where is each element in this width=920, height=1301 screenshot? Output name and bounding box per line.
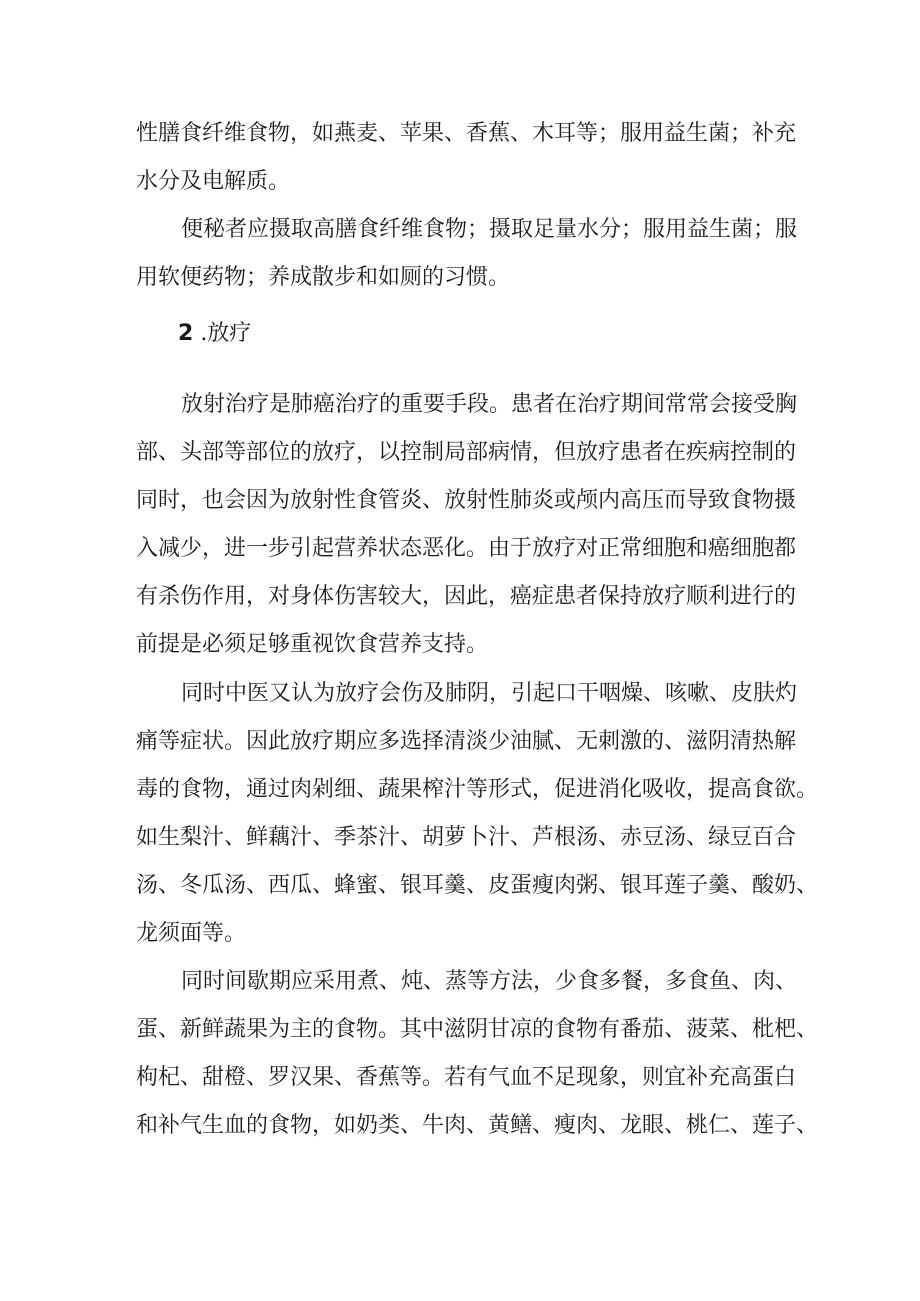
paragraph-3-line-3: 同时，也会因为放射性食管炎、放射性肺炎或颅内高压而导致食物摄 [136, 488, 797, 513]
paragraph-3-line-1: 放射治疗是肺癌治疗的重要手段。患者在治疗期间常常会接受胸 [181, 392, 798, 417]
section-heading [178, 319, 251, 349]
section-title: .放疗 [200, 321, 252, 346]
paragraph-2-line-1: 便秘者应摄取高膳食纤维食物；摄取足量水分；服用益生菌；服 [181, 217, 798, 242]
paragraph-1-line-1: 性膳食纤维食物，如燕麦、苹果、香蕉、木耳等；服用益生菌；补充 [136, 121, 797, 146]
paragraph-5-line-3: 枸杞、甜橙、罗汉果、香蕉等。若有气血不足现象，则宜补充高蛋白 [136, 1065, 797, 1090]
paragraph-5-line-1: 同时间歇期应采用煮、炖、蒸等方法，少食多餐，多食鱼、肉、 [181, 969, 798, 994]
paragraph-5-line-4: 和补气生血的食物，如奶类、牛肉、黄鳝、瘦肉、龙眼、桃仁、莲子、 [136, 1113, 819, 1138]
paragraph-3-line-4: 入减少，进一步引起营养状态恶化。由于放疗对正常细胞和癌细胞都 [136, 536, 797, 561]
paragraph-4-line-1: 同时中医又认为放疗会伤及肺阴，引起口干咽燥、咳嗽、皮肤灼 [181, 681, 798, 706]
section-number: 2 [178, 321, 194, 346]
paragraph-4-line-6: 龙须面等。 [136, 921, 247, 946]
paragraph-5-line-2: 蛋、新鲜蔬果为主的食物。其中滋阴甘凉的食物有番茄、菠菜、枇杷、 [136, 1017, 819, 1042]
paragraph-3-line-2: 部、头部等部位的放疗，以控制局部病情，但放疗患者在疾病控制的 [136, 440, 797, 465]
paragraph-4-line-5: 汤、冬瓜汤、西瓜、蜂蜜、银耳羹、皮蛋瘦肉粥、银耳莲子羹、酸奶、 [136, 873, 819, 898]
paragraph-3-line-5: 有杀伤作用，对身体伤害较大，因此，癌症患者保持放疗顺利进行的 [136, 584, 797, 609]
paragraph-1-line-2: 水分及电解质。 [136, 169, 291, 194]
paragraph-4-line-4: 如生梨汁、鲜藕汁、季茶汁、胡萝卜汁、芦根汤、赤豆汤、绿豆百合 [136, 825, 797, 850]
paragraph-4-line-3: 毒的食物，通过肉剁细、蔬果榨汁等形式，促进消化吸收，提高食欲。 [136, 777, 819, 802]
paragraph-4-line-2: 痛等症状。因此放疗期应多选择清淡少油腻、无刺激的、滋阴清热解 [136, 729, 797, 754]
paragraph-3-line-6: 前提是必须足够重视饮食营养支持。 [136, 632, 489, 657]
paragraph-2-line-2: 用软便药物；养成散步和如厕的习惯。 [136, 265, 511, 290]
